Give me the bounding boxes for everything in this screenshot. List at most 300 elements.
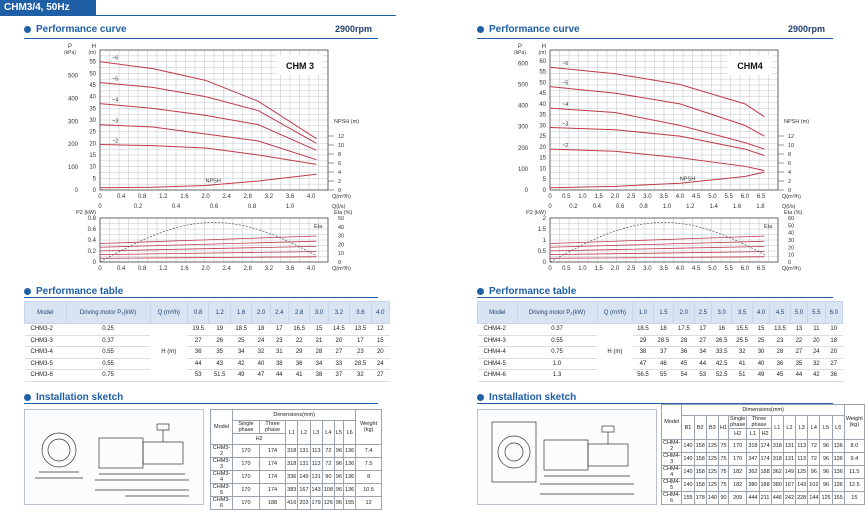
cell-head: 34 — [310, 358, 328, 370]
x-tick-label: 4.0 — [675, 266, 685, 272]
x-tick-label: 1.0 — [578, 194, 587, 200]
cell-weight: 15 — [844, 492, 864, 505]
cell-dim: 211 — [759, 492, 771, 505]
cell-dim: 75 — [718, 466, 728, 479]
h-tick-label: 50 — [539, 80, 546, 87]
x-axis-label: Q(m³/h) — [782, 194, 801, 200]
cell-head: 19 — [209, 324, 230, 336]
npsh-tick-label: 4 — [338, 170, 342, 176]
cell-head: 27 — [790, 347, 807, 359]
cell-head: 32 — [732, 347, 752, 359]
h-tick-label: 25 — [89, 129, 96, 136]
col-q-value: 5.0 — [790, 302, 807, 324]
cell-head: 16.5 — [288, 324, 309, 336]
cell-weight: 7.5 — [356, 458, 382, 471]
right-performance-chart — [488, 40, 818, 278]
cell-dim: 75 — [718, 479, 728, 492]
col-single: Single phase — [730, 416, 746, 428]
table-row — [25, 324, 390, 336]
h-tick-label: 20 — [539, 144, 546, 151]
cell-dim: 96 — [820, 453, 832, 466]
cell-head: 14.5 — [328, 324, 349, 336]
cell-head: 24 — [808, 347, 825, 359]
page-title: CHM3/4, 50Hz — [0, 0, 96, 16]
cell-head: 42 — [230, 358, 251, 370]
bullet-icon — [477, 26, 484, 33]
cell-dim: 178 — [694, 492, 706, 505]
table-row — [478, 335, 843, 347]
h-tick-label: 55 — [539, 69, 546, 76]
left-dimensions-table — [210, 409, 382, 510]
cell-head: 47 — [252, 370, 270, 382]
col-dim: L6 — [344, 421, 356, 445]
p2-tick-label: 2 — [542, 216, 546, 222]
col-q-value: 6.0 — [825, 302, 843, 324]
cell-weight: 8 — [356, 471, 382, 484]
h-tick-label: 0 — [92, 188, 96, 194]
p2-axis-label: P2 (kW) — [76, 210, 96, 216]
cell-head: 42 — [808, 370, 825, 382]
cell-dim: 362 — [771, 466, 783, 479]
col-q-value: 4.0 — [752, 302, 769, 324]
p-axis-unit: (kPa) — [64, 50, 76, 56]
cell-dim: 125 — [706, 466, 718, 479]
cell-dim: 444 — [747, 492, 759, 505]
cell-head: 32 — [252, 347, 270, 359]
power-curve — [100, 246, 316, 251]
h-axis-letter: H — [541, 44, 546, 50]
cell-head: 16 — [711, 324, 731, 336]
cell-head: 36 — [187, 347, 208, 359]
curve-label: ~2 — [562, 143, 569, 150]
cell-model: CHM3-3 — [211, 458, 233, 471]
x-tick-label: 4.0 — [306, 194, 316, 200]
col-q: Q (m³/h) — [597, 302, 633, 324]
col-model: Model — [211, 410, 233, 445]
cell-dim: 174 — [759, 453, 771, 466]
cell-head: 31 — [270, 347, 288, 359]
cell-dim: 149 — [783, 466, 795, 479]
cell-dim: 75 — [718, 453, 728, 466]
table-row — [25, 347, 390, 359]
cell-dim: 174 — [759, 440, 771, 453]
header-row — [211, 410, 382, 421]
npsh-axis-label: NPSH (m) — [784, 119, 810, 125]
cell-head: 44 — [790, 370, 807, 382]
cell-dim: 143 — [310, 484, 322, 497]
p-tick-label: 200 — [517, 145, 528, 152]
h-tick-label: 35 — [89, 106, 96, 113]
p2-tick-label: 0 — [92, 260, 96, 266]
x-tick-label: 2.0 — [201, 266, 210, 272]
cell-head: 53 — [187, 370, 208, 382]
x-tick-label: 1.6 — [180, 194, 189, 200]
x-ls-tick-label: 1.8 — [756, 204, 765, 210]
p-tick-label: 300 — [67, 119, 78, 126]
x-tick-label: 0 — [548, 194, 552, 200]
cell-model: CHM4-6 — [663, 492, 681, 504]
cell-head: 22 — [288, 335, 309, 347]
col-q-value: 2.4 — [270, 302, 288, 324]
cell-dim: 416 — [286, 497, 298, 510]
p2-tick-label: 0.4 — [87, 238, 96, 244]
cell-head: 43 — [209, 358, 230, 370]
cell-dim: 108 — [322, 484, 334, 497]
x-tick-label: 5.5 — [724, 266, 733, 272]
col-dim: L2 — [783, 416, 795, 440]
col-q-value: 1.5 — [653, 302, 673, 324]
h-tick-label: 50 — [89, 71, 96, 78]
eta-tick-label: 50 — [788, 223, 795, 230]
npsh-curve-label: NPSH — [679, 176, 696, 183]
cell-model: CHM4-3 — [663, 453, 681, 465]
h-tick-label: 55 — [89, 59, 96, 66]
table-row — [662, 440, 865, 453]
right-rpm: 2900rpm — [788, 24, 826, 34]
x-tick-label: 5.5 — [724, 194, 733, 200]
npsh-tick-label: 4 — [788, 170, 792, 176]
col-q-value: 1.6 — [230, 302, 251, 324]
cell-dim: 158 — [694, 479, 706, 492]
curve-label: ~6 — [112, 55, 119, 62]
cell-head: 24 — [252, 335, 270, 347]
cell-dim: 136 — [832, 440, 844, 453]
cell-head: 51 — [732, 370, 752, 382]
cell-head: 40 — [752, 358, 769, 370]
header-row — [662, 416, 865, 429]
left-sketch-heading — [24, 392, 123, 403]
cell-dim: 140 — [682, 466, 694, 479]
cell-weight: 8.0 — [844, 440, 864, 453]
eta-tick-label: 40 — [788, 230, 795, 237]
cell-dim: 318 — [286, 458, 298, 471]
h-tick-label: 5 — [542, 177, 546, 184]
right-table-rule — [477, 297, 833, 298]
h-axis-unit: (m) — [88, 50, 96, 56]
eta-axis-label: Eta (%) — [784, 210, 803, 216]
cell-three: 174 — [259, 445, 285, 458]
x-ls-tick-label: 1.0 — [285, 204, 295, 210]
cell-dim: 90 — [718, 492, 728, 505]
cell-dim: 126 — [322, 497, 334, 510]
npsh-axis-label: NPSH (m) — [334, 119, 360, 125]
cell-three: 174 — [259, 484, 285, 497]
cell-dim: 144 — [808, 492, 820, 505]
table-row — [662, 479, 865, 492]
cell-model: CHM3-6 — [25, 370, 67, 382]
head-curve-2 — [550, 149, 764, 171]
cell-head: 27 — [187, 335, 208, 347]
x-axis-label: Q(m³/h) — [332, 266, 351, 272]
left-performance-chart — [38, 40, 368, 278]
cell-head: 28.5 — [653, 335, 673, 347]
col-q-value: 3.5 — [732, 302, 752, 324]
cell-head: 20 — [328, 335, 349, 347]
cell-dim: 136 — [832, 453, 844, 466]
x-tick-label: 1.2 — [159, 266, 168, 272]
x-tick-label: 1.5 — [594, 194, 603, 200]
cell-model: CHM4-3 — [478, 335, 518, 347]
cell-motor: 1.0 — [517, 358, 597, 370]
x-tick-label: 4.0 — [306, 266, 316, 272]
h-axis-letter: H — [91, 44, 96, 50]
cell-dim: 136 — [344, 484, 356, 497]
x-ls-tick-label: 0 — [98, 204, 102, 210]
cell-head: 35 — [790, 358, 807, 370]
cell-dim: 125 — [706, 453, 718, 466]
x-tick-label: 0.4 — [116, 194, 126, 200]
cell-model: CHM3-6 — [211, 497, 233, 510]
col-dim: L3 — [310, 421, 322, 445]
cell-head: 20 — [808, 335, 825, 347]
model-label: CHM 3 — [285, 61, 315, 71]
cell-weight: 7.4 — [356, 445, 382, 458]
cell-dim: 96 — [820, 466, 832, 479]
x-tick-label: 3.0 — [643, 266, 652, 272]
h-tick-label: 15 — [539, 155, 546, 162]
col-dim: B1 — [682, 416, 694, 440]
x-tick-label: 5.0 — [708, 266, 717, 272]
cell-head: 51.5 — [209, 370, 230, 382]
eta-tick-label: 0 — [338, 260, 342, 266]
x-tick-label: 1.5 — [594, 266, 603, 272]
cell-head: 42.5 — [711, 358, 731, 370]
x-axis-label: Q(m³/h) — [782, 266, 801, 272]
cell-dim: 102 — [808, 479, 820, 492]
power-grid — [550, 218, 778, 262]
cell-model: CHM3-5 — [211, 484, 233, 497]
right-curve-title: Performance curve — [489, 24, 580, 35]
x-tick-label: 0.4 — [116, 266, 126, 272]
cell-head: 54 — [674, 370, 694, 382]
cell-head: 49 — [752, 370, 769, 382]
cell-dim: 140 — [682, 440, 694, 453]
cell-dim: 318 — [747, 440, 759, 453]
left-table-heading — [24, 286, 123, 297]
cell-single: 170 — [233, 445, 260, 458]
npsh-tick-label: 12 — [338, 134, 345, 140]
cell-head: 27 — [328, 347, 349, 359]
cell-weight: 10.5 — [356, 484, 382, 497]
col-dim: L1 — [286, 421, 298, 445]
cell-dim: 90 — [322, 471, 334, 484]
cell-dim: 113 — [310, 458, 322, 471]
col-q-value: 2.5 — [694, 302, 711, 324]
cell-head: 25 — [752, 335, 769, 347]
cell-head: 53 — [694, 370, 711, 382]
cell-dim: 209 — [729, 492, 747, 505]
cell-dim: 167 — [298, 484, 310, 497]
x-ls-tick-label: 0.4 — [592, 204, 601, 210]
table-row — [662, 466, 865, 479]
table-row — [25, 335, 390, 347]
cell-head: 24 — [371, 358, 389, 370]
cell-model: CHM4-5 — [663, 479, 681, 491]
cell-head: 34 — [694, 347, 711, 359]
cell-weight: 12 — [356, 497, 382, 510]
x-tick-label: 2.0 — [610, 194, 620, 200]
power-grid — [100, 218, 328, 262]
table-row — [25, 370, 390, 382]
x-ls-tick-label: 0.4 — [171, 204, 181, 210]
cell-head: 15 — [310, 324, 328, 336]
cell-weight: 9.4 — [844, 453, 864, 466]
x-tick-label: 3.2 — [264, 266, 274, 272]
eta-tick-label: 50 — [338, 216, 345, 222]
cell-dim: 136 — [344, 445, 356, 458]
cell-dim: 96 — [334, 445, 343, 458]
cell-model: CHM4-6 — [478, 370, 518, 382]
col-q-value: 0.8 — [187, 302, 208, 324]
h-tick-label: 45 — [539, 91, 546, 98]
cell-head: 25.5 — [732, 335, 752, 347]
curve-label: ~5 — [562, 80, 569, 87]
p2-axis-label: P2 (kW) — [526, 210, 546, 216]
cell-model: CHM4-4 — [663, 466, 681, 478]
cell-head: 23 — [350, 347, 371, 359]
eta-tick-label: 20 — [338, 242, 345, 249]
cell-head: 17 — [270, 324, 288, 336]
cell-head: 29 — [288, 347, 309, 359]
cell-dim: 149 — [298, 471, 310, 484]
col-q-value: 4.5 — [770, 302, 790, 324]
x-tick-label: 3.6 — [285, 266, 295, 272]
col-dim: L4 — [322, 421, 334, 445]
head-curve-2 — [100, 145, 316, 165]
eta-tick-label: 10 — [338, 251, 345, 258]
col-dimensions: Dimensions(mm) — [682, 405, 844, 416]
cell-dim: 170 — [729, 440, 747, 453]
cell-motor: 0.55 — [517, 335, 597, 347]
cell-dim: 96 — [334, 484, 343, 497]
eta-tick-label: 0 — [788, 260, 792, 266]
x-tick-label: 6.5 — [756, 194, 766, 200]
x-ls-tick-label: 1.0 — [662, 204, 672, 210]
table-row — [478, 324, 843, 336]
cell-head: 32 — [350, 370, 371, 382]
cell-h-label: H (m) — [150, 324, 187, 382]
x-ls-axis-label: Q(l/s) — [332, 204, 346, 210]
cell-dim: 113 — [796, 440, 808, 453]
cell-head: 27 — [371, 370, 389, 382]
right-sketch-heading — [477, 392, 576, 403]
h-tick-label: 10 — [89, 164, 96, 171]
h-tick-label: 10 — [539, 166, 546, 173]
col-dim: H1 — [718, 416, 728, 440]
cell-dim: 131 — [310, 471, 322, 484]
x-tick-label: 3.5 — [659, 194, 668, 200]
cell-head: 44 — [694, 358, 711, 370]
eta-tick-label: 60 — [788, 216, 795, 222]
cell-head: 36 — [770, 358, 790, 370]
curve-label: ~4 — [562, 102, 569, 109]
col-dim: B3 — [706, 416, 718, 440]
x-ls-tick-label: 1.4 — [709, 204, 718, 210]
cell-dim: 96 — [808, 466, 820, 479]
col-h2: H2 — [233, 434, 286, 445]
cell-head: 38 — [310, 370, 328, 382]
cell-single: 170 — [233, 458, 260, 471]
cell-dim: 72 — [808, 440, 820, 453]
table-row — [211, 471, 382, 484]
left-table-title: Performance table — [36, 286, 124, 297]
curve-label: ~5 — [112, 76, 119, 83]
npsh-tick-label: 10 — [338, 143, 345, 149]
x-ls-tick-label: 1.6 — [732, 204, 742, 210]
eta-tick-label: 30 — [338, 233, 345, 240]
model-label: CHM4 — [737, 61, 763, 71]
cell-head: 15 — [752, 324, 769, 336]
col-model: Model — [662, 405, 682, 440]
cell-dim: 131 — [783, 440, 795, 453]
cell-head: 18 — [653, 324, 673, 336]
cell-dim: 228 — [796, 492, 808, 505]
cell-dim: 188 — [759, 479, 771, 492]
cell-dim: 155 — [344, 497, 356, 510]
col-q-value: 3.2 — [328, 302, 349, 324]
col-dim: L5 — [820, 416, 832, 440]
bullet-icon — [24, 26, 31, 33]
col-motor: Driving motor P₂(kW) — [66, 302, 150, 324]
cell-model: CHM4-2 — [478, 324, 518, 336]
h-tick-label: 35 — [539, 112, 546, 119]
x-tick-label: 1.2 — [159, 194, 168, 200]
cell-dim: 318 — [771, 440, 783, 453]
cell-dim: 179 — [310, 497, 322, 510]
cell-head: 13.5 — [770, 324, 790, 336]
npsh-tick-label: 0 — [788, 188, 792, 194]
table-row — [662, 492, 865, 505]
cell-dim: 158 — [694, 466, 706, 479]
cell-single: 170 — [233, 471, 260, 484]
cell-head: 30 — [752, 347, 769, 359]
npsh-curve — [550, 172, 764, 188]
table-row — [478, 358, 843, 370]
cell-dim: 131 — [298, 445, 310, 458]
npsh-tick-label: 8 — [788, 152, 792, 158]
power-curve — [550, 252, 764, 255]
left-curve-heading — [24, 24, 127, 35]
cell-head: 45 — [770, 370, 790, 382]
cell-head: 13 — [790, 324, 807, 336]
cell-head: 35 — [209, 347, 230, 359]
power-curve — [550, 246, 764, 250]
bullet-icon — [24, 288, 31, 295]
cell-head: 29 — [633, 335, 653, 347]
col-dim: L5 — [334, 421, 343, 445]
x-tick-label: 3.0 — [643, 194, 652, 200]
col-q-value: 3.0 — [711, 302, 731, 324]
h-tick-label: 20 — [89, 141, 96, 148]
h-tick-label: 30 — [539, 123, 546, 130]
cell-head: 37 — [328, 370, 349, 382]
col-l1: L1 — [747, 429, 759, 440]
cell-head: 37 — [653, 347, 673, 359]
right-installation-drawing — [477, 409, 657, 505]
curve-label: ~2 — [112, 138, 119, 145]
table-row — [211, 497, 382, 510]
cell-dim: 113 — [796, 453, 808, 466]
table-row — [478, 347, 843, 359]
cell-dim: 143 — [796, 479, 808, 492]
col-q-value: 3.6 — [350, 302, 371, 324]
cell-motor: 0.37 — [66, 335, 150, 347]
cell-head: 22 — [790, 335, 807, 347]
cell-three: 174 — [259, 471, 285, 484]
cell-head: 20 — [825, 347, 843, 359]
col-h2: H2 — [759, 429, 771, 440]
col-dim: B2 — [694, 416, 706, 440]
